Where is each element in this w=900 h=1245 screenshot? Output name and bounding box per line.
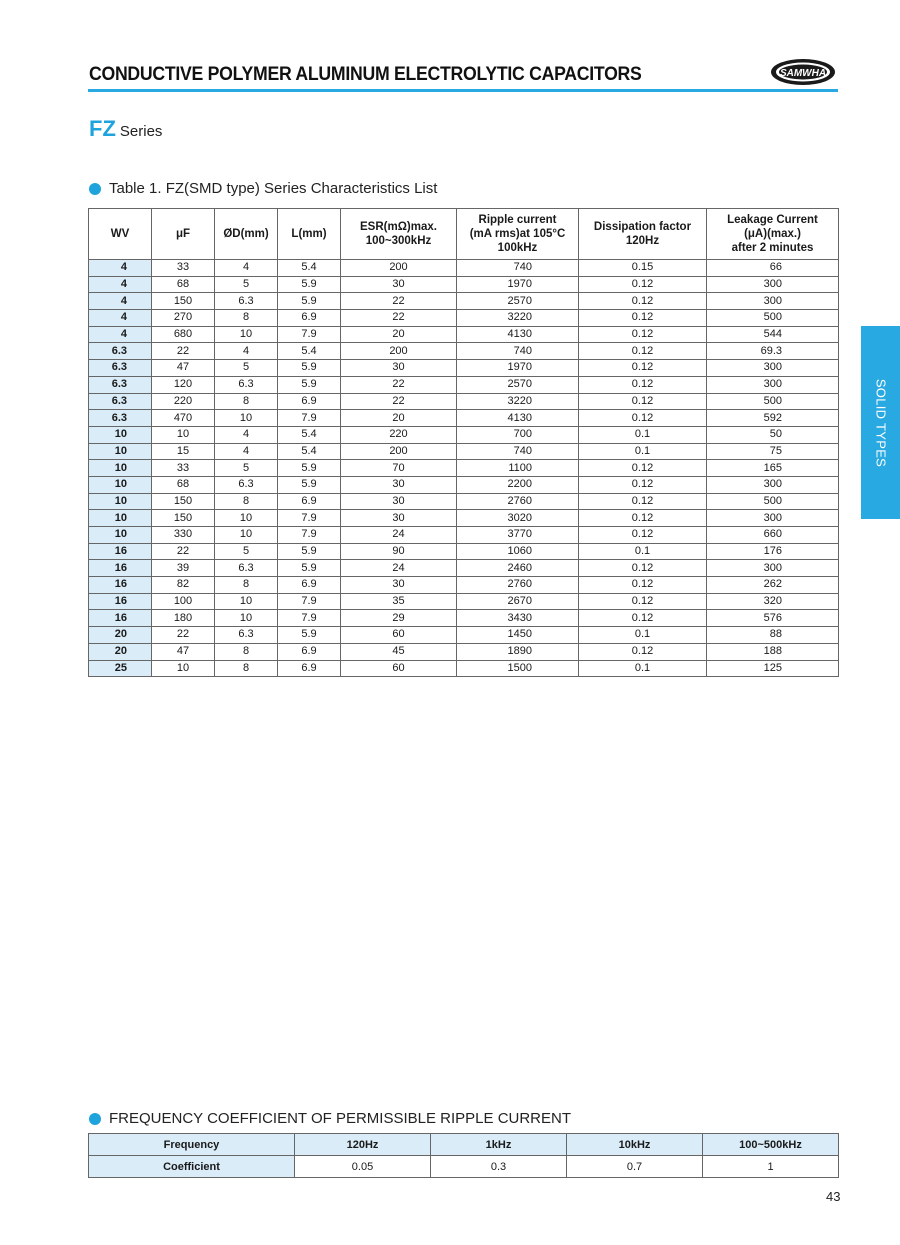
cell-ripple: 740 [457,260,579,277]
cell-leakage: 50 [707,426,839,443]
cell-df: 0.12 [579,293,707,310]
cell-wv: 4 [89,260,152,277]
col-header-ripple: Ripple current (mA rms)at 105°C 100kHz [457,209,579,260]
cell-diameter: 8 [215,393,278,410]
table-row [89,260,839,277]
cell-uf: 220 [152,393,215,410]
logo-text: SAMWHA [779,68,827,79]
cell-df: 0.12 [579,393,707,410]
cell-diameter: 8 [215,660,278,677]
freq-header-cell: 120Hz [295,1134,431,1156]
cell-diameter: 6.3 [215,476,278,493]
table-row [89,493,839,510]
cell-wv: 10 [89,493,152,510]
cell-ripple: 2570 [457,376,579,393]
cell-length: 7.9 [278,410,341,427]
cell-ripple: 2670 [457,593,579,610]
cell-wv: 4 [89,326,152,343]
cell-uf: 68 [152,476,215,493]
table-row [89,360,839,377]
cell-diameter: 6.3 [215,627,278,644]
cell-df: 0.12 [579,527,707,544]
cell-length: 5.4 [278,343,341,360]
bullet-icon [89,1113,101,1125]
cell-length: 5.4 [278,426,341,443]
table1-body [89,260,839,677]
cell-esr: 35 [341,593,457,610]
col-header-esr: ESR(mΩ)max. 100~300kHz [341,209,457,260]
cell-leakage: 300 [707,376,839,393]
cell-esr: 30 [341,360,457,377]
cell-esr: 45 [341,643,457,660]
cell-wv: 6.3 [89,376,152,393]
cell-wv: 10 [89,476,152,493]
page-number: 43 [826,1189,841,1204]
cell-wv: 10 [89,426,152,443]
cell-diameter: 10 [215,326,278,343]
cell-df: 0.12 [579,643,707,660]
freq-header-cell: 1kHz [431,1134,567,1156]
cell-df: 0.1 [579,660,707,677]
cell-ripple: 3430 [457,610,579,627]
cell-diameter: 4 [215,260,278,277]
col-header-length: L(mm) [278,209,341,260]
cell-diameter: 8 [215,310,278,327]
table-row [89,476,839,493]
cell-esr: 30 [341,510,457,527]
cell-length: 6.9 [278,493,341,510]
table-row [89,376,839,393]
cell-esr: 30 [341,577,457,594]
cell-length: 5.9 [278,376,341,393]
cell-length: 7.9 [278,610,341,627]
cell-length: 7.9 [278,593,341,610]
cell-ripple: 2460 [457,560,579,577]
cell-uf: 39 [152,560,215,577]
cell-wv: 16 [89,610,152,627]
cell-length: 6.9 [278,310,341,327]
cell-ripple: 1970 [457,276,579,293]
cell-diameter: 4 [215,443,278,460]
cell-wv: 16 [89,543,152,560]
cell-ripple: 2570 [457,293,579,310]
cell-uf: 270 [152,310,215,327]
cell-esr: 24 [341,560,457,577]
cell-diameter: 4 [215,343,278,360]
cell-ripple: 740 [457,443,579,460]
table-row [89,460,839,477]
table-row [89,310,839,327]
cell-wv: 6.3 [89,410,152,427]
cell-df: 0.12 [579,610,707,627]
coefficient-cell: 0.7 [567,1156,703,1178]
cell-leakage: 500 [707,393,839,410]
col-header-uf: μF [152,209,215,260]
coefficient-label: Coefficient [89,1156,295,1178]
table1-caption-text: Table 1. FZ(SMD type) Series Characteristics List [109,180,438,197]
cell-diameter: 10 [215,610,278,627]
cell-leakage: 75 [707,443,839,460]
cell-uf: 100 [152,593,215,610]
cell-df: 0.1 [579,426,707,443]
cell-wv: 10 [89,527,152,544]
table-row [89,660,839,677]
cell-leakage: 544 [707,326,839,343]
cell-diameter: 6.3 [215,376,278,393]
cell-leakage: 320 [707,593,839,610]
cell-diameter: 5 [215,360,278,377]
cell-length: 5.9 [278,560,341,577]
cell-diameter: 4 [215,426,278,443]
cell-wv: 6.3 [89,343,152,360]
cell-esr: 22 [341,376,457,393]
cell-ripple: 1100 [457,460,579,477]
cell-esr: 20 [341,326,457,343]
characteristics-table [88,208,839,677]
series-code: FZ [89,116,116,141]
cell-diameter: 8 [215,577,278,594]
col-header-df: Dissipation factor 120Hz [579,209,707,260]
cell-leakage: 500 [707,493,839,510]
cell-uf: 47 [152,643,215,660]
cell-esr: 22 [341,310,457,327]
cell-leakage: 300 [707,293,839,310]
freq-header-label: Frequency [89,1134,295,1156]
cell-esr: 220 [341,426,457,443]
cell-wv: 25 [89,660,152,677]
cell-diameter: 10 [215,410,278,427]
cell-length: 5.9 [278,627,341,644]
cell-ripple: 4130 [457,326,579,343]
cell-leakage: 125 [707,660,839,677]
cell-wv: 10 [89,510,152,527]
page-title: CONDUCTIVE POLYMER ALUMINUM ELECTROLYTIC CAPACITORS [89,64,642,85]
table-row [89,627,839,644]
cell-wv: 16 [89,577,152,594]
cell-length: 5.9 [278,360,341,377]
cell-df: 0.12 [579,376,707,393]
cell-uf: 330 [152,527,215,544]
cell-uf: 22 [152,627,215,644]
cell-length: 5.4 [278,443,341,460]
cell-length: 5.9 [278,276,341,293]
cell-df: 0.1 [579,443,707,460]
cell-length: 5.4 [278,260,341,277]
cell-df: 0.12 [579,593,707,610]
cell-uf: 47 [152,360,215,377]
cell-wv: 6.3 [89,360,152,377]
table-row [89,610,839,627]
table-row [89,276,839,293]
table-row [89,410,839,427]
cell-diameter: 8 [215,493,278,510]
cell-wv: 16 [89,593,152,610]
cell-uf: 33 [152,260,215,277]
cell-diameter: 5 [215,276,278,293]
cell-length: 5.9 [278,293,341,310]
coefficient-cell: 0.3 [431,1156,567,1178]
cell-esr: 60 [341,627,457,644]
cell-ripple: 2200 [457,476,579,493]
cell-esr: 24 [341,527,457,544]
cell-leakage: 165 [707,460,839,477]
table-row [89,543,839,560]
cell-esr: 20 [341,410,457,427]
table1-header-row [89,209,839,260]
table-row [89,593,839,610]
cell-wv: 4 [89,276,152,293]
cell-esr: 22 [341,293,457,310]
table-row [89,426,839,443]
cell-leakage: 300 [707,560,839,577]
cell-esr: 90 [341,543,457,560]
cell-df: 0.12 [579,510,707,527]
cell-leakage: 69.3 [707,343,839,360]
freq-header-row [89,1134,839,1156]
cell-ripple: 1060 [457,543,579,560]
side-tab-solid-types[interactable] [861,326,900,519]
cell-leakage: 176 [707,543,839,560]
cell-df: 0.12 [579,343,707,360]
table-row [89,393,839,410]
cell-diameter: 6.3 [215,560,278,577]
cell-diameter: 6.3 [215,293,278,310]
cell-ripple: 1890 [457,643,579,660]
cell-df: 0.12 [579,326,707,343]
samwha-logo [770,58,836,86]
cell-uf: 33 [152,460,215,477]
cell-uf: 470 [152,410,215,427]
table-row [89,577,839,594]
cell-uf: 120 [152,376,215,393]
cell-leakage: 592 [707,410,839,427]
cell-leakage: 660 [707,527,839,544]
cell-ripple: 1970 [457,360,579,377]
cell-diameter: 10 [215,593,278,610]
cell-wv: 6.3 [89,393,152,410]
cell-ripple: 1450 [457,627,579,644]
header-rule [88,89,838,92]
cell-uf: 22 [152,343,215,360]
cell-uf: 82 [152,577,215,594]
cell-leakage: 262 [707,577,839,594]
cell-length: 6.9 [278,577,341,594]
cell-esr: 200 [341,343,457,360]
table-row [89,326,839,343]
cell-wv: 10 [89,460,152,477]
col-header-diameter: ØD(mm) [215,209,278,260]
frequency-coefficient-table [88,1133,839,1178]
cell-length: 6.9 [278,393,341,410]
cell-uf: 150 [152,493,215,510]
side-tab-label: SOLID TYPES [873,378,888,467]
cell-length: 5.9 [278,543,341,560]
cell-diameter: 10 [215,527,278,544]
table-row [89,643,839,660]
cell-df: 0.12 [579,276,707,293]
cell-ripple: 2760 [457,493,579,510]
cell-ripple: 2760 [457,577,579,594]
cell-df: 0.1 [579,627,707,644]
table-row [89,560,839,577]
series-heading [89,116,162,142]
freq-caption [89,1110,571,1127]
cell-df: 0.1 [579,543,707,560]
cell-df: 0.12 [579,310,707,327]
cell-esr: 70 [341,460,457,477]
cell-uf: 15 [152,443,215,460]
cell-esr: 30 [341,476,457,493]
cell-esr: 30 [341,276,457,293]
cell-leakage: 300 [707,360,839,377]
cell-df: 0.12 [579,493,707,510]
cell-uf: 150 [152,510,215,527]
cell-df: 0.12 [579,476,707,493]
cell-diameter: 5 [215,460,278,477]
freq-header-cell: 10kHz [567,1134,703,1156]
cell-df: 0.12 [579,410,707,427]
cell-esr: 200 [341,260,457,277]
cell-uf: 150 [152,293,215,310]
cell-leakage: 88 [707,627,839,644]
table-row [89,527,839,544]
cell-ripple: 4130 [457,410,579,427]
cell-esr: 60 [341,660,457,677]
col-header-leakage: Leakage Current (μA)(max.) after 2 minutes [707,209,839,260]
freq-header-cell: 100~500kHz [703,1134,839,1156]
coefficient-cell: 1 [703,1156,839,1178]
cell-df: 0.15 [579,260,707,277]
cell-wv: 16 [89,560,152,577]
cell-wv: 20 [89,643,152,660]
cell-length: 6.9 [278,643,341,660]
series-word: Series [119,123,163,140]
cell-ripple: 3220 [457,310,579,327]
cell-esr: 200 [341,443,457,460]
cell-df: 0.12 [579,577,707,594]
table-row [89,510,839,527]
cell-wv: 4 [89,293,152,310]
cell-df: 0.12 [579,460,707,477]
cell-ripple: 3020 [457,510,579,527]
cell-ripple: 3220 [457,393,579,410]
cell-df: 0.12 [579,360,707,377]
coefficient-cell: 0.05 [295,1156,431,1178]
cell-length: 5.9 [278,476,341,493]
cell-length: 5.9 [278,460,341,477]
cell-leakage: 300 [707,276,839,293]
cell-df: 0.12 [579,560,707,577]
cell-esr: 30 [341,493,457,510]
cell-ripple: 3770 [457,527,579,544]
cell-leakage: 300 [707,510,839,527]
cell-wv: 20 [89,627,152,644]
cell-ripple: 740 [457,343,579,360]
cell-length: 6.9 [278,660,341,677]
table-row [89,293,839,310]
table-row [89,443,839,460]
cell-esr: 22 [341,393,457,410]
cell-length: 7.9 [278,510,341,527]
cell-length: 7.9 [278,326,341,343]
cell-ripple: 1500 [457,660,579,677]
cell-leakage: 66 [707,260,839,277]
cell-leakage: 300 [707,476,839,493]
col-header-wv: WV [89,209,152,260]
cell-uf: 180 [152,610,215,627]
cell-esr: 29 [341,610,457,627]
cell-leakage: 500 [707,310,839,327]
cell-uf: 10 [152,426,215,443]
cell-uf: 10 [152,660,215,677]
cell-diameter: 5 [215,543,278,560]
cell-wv: 10 [89,443,152,460]
cell-uf: 22 [152,543,215,560]
cell-wv: 4 [89,310,152,327]
cell-uf: 68 [152,276,215,293]
cell-leakage: 188 [707,643,839,660]
cell-leakage: 576 [707,610,839,627]
table1-caption [89,180,437,197]
cell-ripple: 700 [457,426,579,443]
cell-diameter: 10 [215,510,278,527]
cell-diameter: 8 [215,643,278,660]
freq-caption-text: FREQUENCY COEFFICIENT OF PERMISSIBLE RIPPLE CURRENT [109,1110,572,1127]
cell-uf: 680 [152,326,215,343]
bullet-icon [89,183,101,195]
table-row [89,343,839,360]
coefficient-row [89,1156,839,1178]
cell-length: 7.9 [278,527,341,544]
